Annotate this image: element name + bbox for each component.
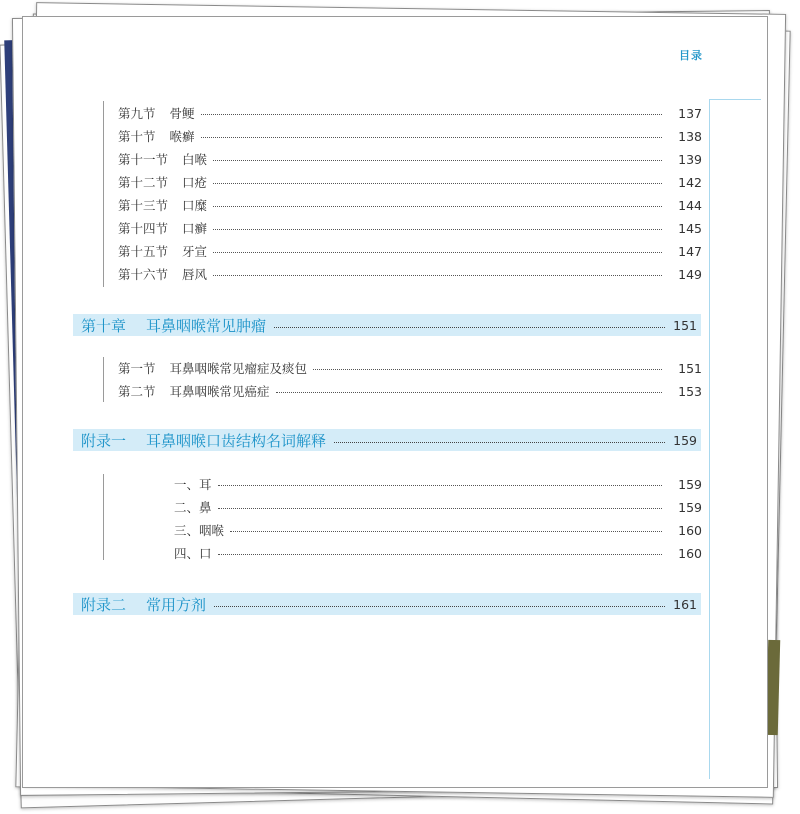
toc-row[interactable] [104, 543, 702, 563]
section-title: 口癣 [182, 221, 208, 236]
section-title: 耳鼻咽喉常见癌症 [169, 384, 270, 399]
appendix-number: 附录一 [81, 431, 127, 450]
toc-row[interactable] [104, 497, 702, 517]
section-number: 第九节 [118, 106, 156, 121]
toc-group-sections [103, 101, 702, 287]
page-number: 160 [678, 545, 702, 561]
page-number: 144 [678, 197, 702, 213]
page-number: 138 [678, 128, 702, 144]
page-number: 153 [678, 383, 702, 399]
section-number: 第二节 [118, 384, 156, 399]
toc-row[interactable] [104, 520, 702, 540]
section-number: 第十节 [118, 129, 156, 144]
term-title: 四、口 [174, 546, 212, 561]
toc-group-terms [103, 474, 702, 560]
page-number: 159 [673, 432, 697, 448]
section-number: 第十一节 [118, 152, 169, 167]
leader-dots [213, 206, 662, 207]
section-number: 第十三节 [118, 198, 169, 213]
margin-rule [709, 99, 710, 779]
leader-dots [218, 508, 662, 509]
leader-dots [213, 275, 662, 276]
appendix-number: 附录二 [81, 595, 127, 614]
section-title: 唇风 [182, 267, 208, 282]
page-number: 151 [673, 317, 697, 333]
leader-dots [274, 327, 665, 328]
leader-dots [201, 114, 662, 115]
appendix-title: 常用方剂 [146, 595, 207, 614]
page-number: 145 [678, 220, 702, 236]
page-number: 159 [678, 476, 702, 492]
leader-dots [334, 442, 665, 443]
chapter-number: 第十章 [81, 316, 127, 335]
section-title: 耳鼻咽喉常见瘤症及痰包 [169, 361, 308, 376]
toc-row[interactable] [104, 103, 702, 123]
page-number: 139 [678, 151, 702, 167]
toc-row[interactable] [104, 241, 702, 261]
section-number: 第十二节 [118, 175, 169, 190]
toc-group-sections [103, 357, 702, 402]
appendix-heading[interactable] [73, 593, 701, 615]
toc-row[interactable] [104, 358, 702, 378]
leader-dots [218, 485, 662, 486]
chapter-heading[interactable] [73, 314, 701, 336]
toc-row[interactable] [104, 172, 702, 192]
page-number: 151 [678, 360, 702, 376]
toc-row[interactable] [104, 218, 702, 238]
toc-row[interactable] [104, 381, 702, 401]
page-number: 147 [678, 243, 702, 259]
section-title: 白喉 [182, 152, 208, 167]
leader-dots [201, 137, 662, 138]
appendix-heading[interactable] [73, 429, 701, 451]
section-number: 第十六节 [118, 267, 169, 282]
toc-row[interactable] [104, 474, 702, 494]
page-number: 159 [678, 499, 702, 515]
margin-rule-top [709, 99, 761, 100]
leader-dots [213, 183, 662, 184]
section-title: 喉癣 [169, 129, 195, 144]
leader-dots [218, 554, 662, 555]
section-title: 口糜 [182, 198, 208, 213]
section-number: 第十五节 [118, 244, 169, 259]
leader-dots [313, 369, 662, 370]
leader-dots [213, 160, 662, 161]
toc-row[interactable] [104, 149, 702, 169]
section-title: 骨鲠 [169, 106, 195, 121]
section-number: 第一节 [118, 361, 156, 376]
page-number: 149 [678, 266, 702, 282]
leader-dots [230, 531, 662, 532]
page-header-label: 目录 [679, 49, 703, 62]
section-number: 第十四节 [118, 221, 169, 236]
term-title: 三、咽喉 [174, 523, 225, 538]
page-number: 137 [678, 105, 702, 121]
leader-dots [276, 392, 662, 393]
term-title: 二、鼻 [174, 500, 212, 515]
leader-dots [213, 252, 662, 253]
leader-dots [213, 229, 662, 230]
appendix-title: 耳鼻咽喉口齿结构名词解释 [146, 431, 327, 450]
section-title: 牙宣 [182, 244, 208, 259]
toc-row[interactable] [104, 126, 702, 146]
toc-row[interactable] [104, 195, 702, 215]
page-number: 161 [673, 596, 697, 612]
term-title: 一、耳 [174, 477, 212, 492]
page-number: 160 [678, 522, 702, 538]
page-number: 142 [678, 174, 702, 190]
toc-row[interactable] [104, 264, 702, 284]
leader-dots [214, 606, 665, 607]
toc-page [22, 16, 768, 788]
section-title: 口疮 [182, 175, 208, 190]
chapter-title: 耳鼻咽喉常见肿瘤 [146, 316, 267, 335]
